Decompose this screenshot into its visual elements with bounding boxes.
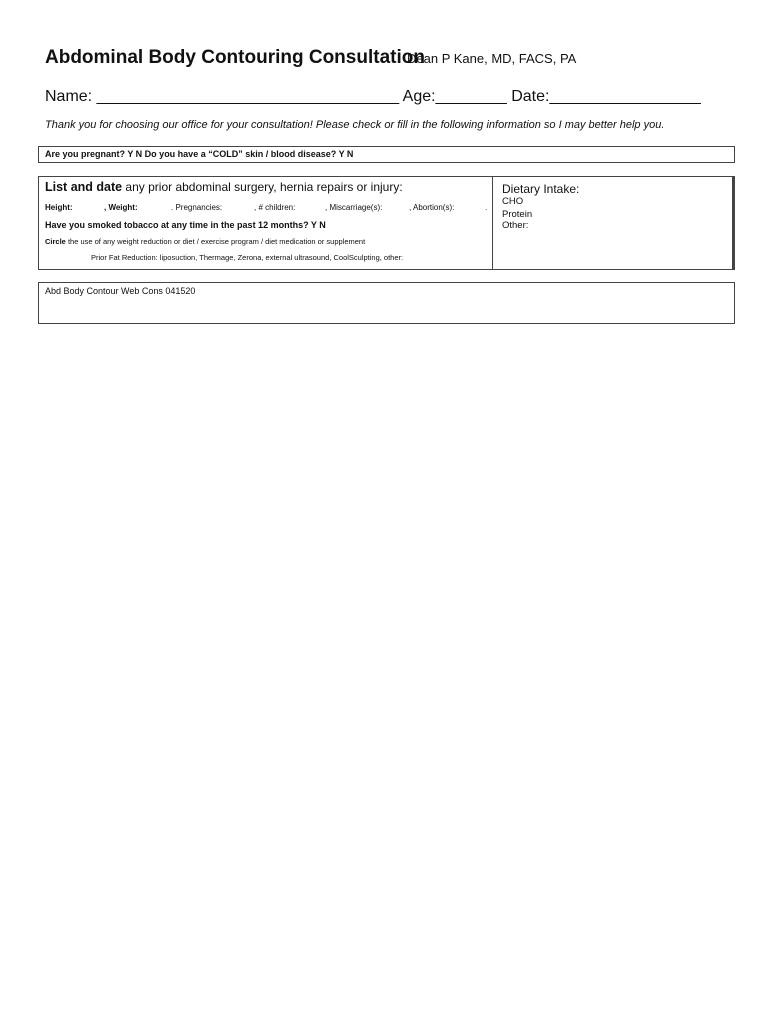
abortions-label: , Abortion(s): <box>409 203 455 212</box>
surgery-history-rest: any prior abdominal surgery, hernia repairs or injury: <box>122 180 403 194</box>
surgery-history-bold: List and date <box>45 180 123 194</box>
weight-label: , Weight: <box>104 203 138 212</box>
children-label: , # children: <box>254 203 296 212</box>
pregnancies-label: . Pregnancies: <box>171 203 223 212</box>
miscarriages-label: , Miscarriage(s): <box>325 203 383 212</box>
weight-program-rest: the use of any weight reduction or diet / exercise program / diet medication or supplement <box>65 237 366 246</box>
diet-item-cho: CHO <box>502 196 524 207</box>
trailing-dot: . <box>485 203 488 212</box>
doctor-name: Dean P Kane, MD, FACS, PA <box>407 51 577 66</box>
form-version-code: Abd Body Contour Web Cons 041520 <box>45 286 196 296</box>
circle-word: Circle <box>45 237 66 246</box>
name-age-date-line: Name: __________________________________ Age:________ Date:_________________ <box>45 88 701 105</box>
dietary-intake-title: Dietary Intake: <box>502 182 580 196</box>
prior-fat-reduction: Prior Fat Reduction: liposuction, Thermage, Zerona, external ultrasound, CoolSculpting, other: <box>91 253 404 262</box>
pregnancy-question: Are you pregnant? Y N Do you have a “COLD” skin / blood disease? Y N <box>45 149 354 159</box>
history-right-border <box>732 176 734 270</box>
smoking-question: Have you smoked tobacco at any time in the past 12 months? Y N <box>45 220 326 230</box>
surgery-history-prompt <box>45 180 403 194</box>
form-title: Abdominal Body Contouring Consultation <box>45 47 425 68</box>
pregnancy-question-box <box>38 146 735 163</box>
diet-item-protein: Protein <box>502 209 533 220</box>
intro-text: Thank you for choosing our office for your consultation! Please check or fill in the following information so I may better help you. <box>45 119 665 131</box>
weight-program-prompt <box>45 237 365 246</box>
diet-item-other: Other: <box>502 220 529 231</box>
history-divider <box>492 176 493 270</box>
height-label: Height: <box>45 203 73 212</box>
